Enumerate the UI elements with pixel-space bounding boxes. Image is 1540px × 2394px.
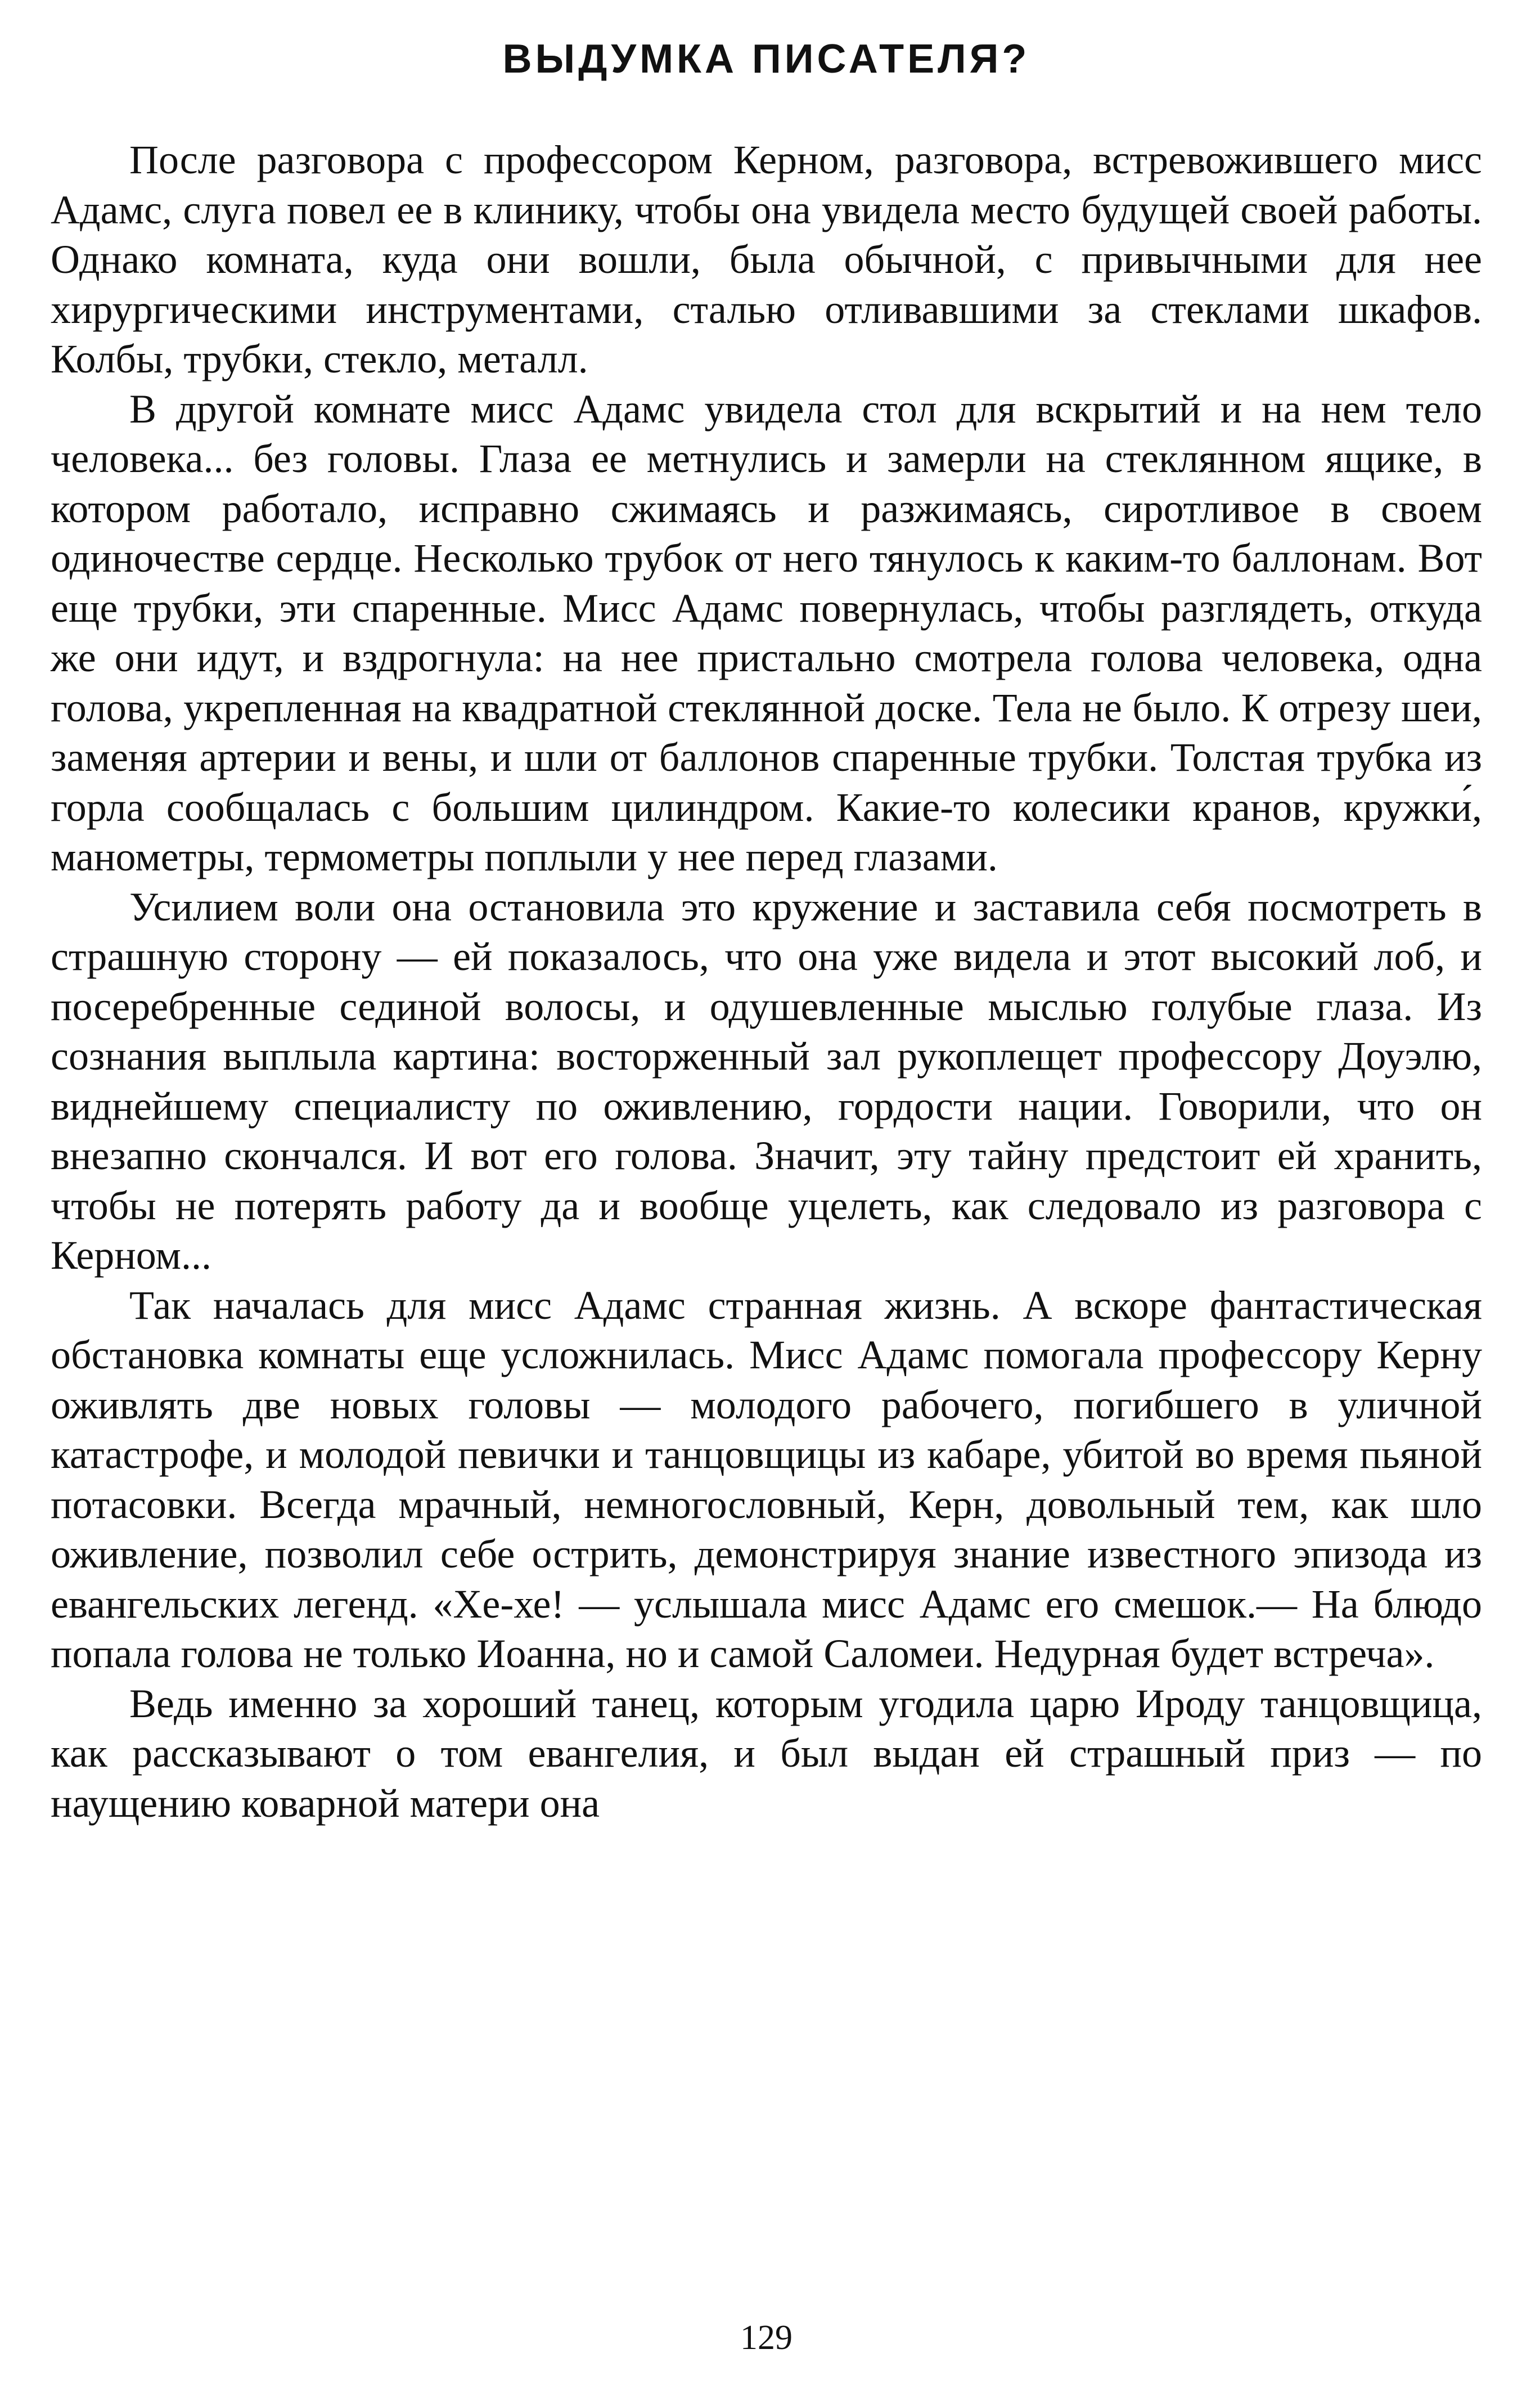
paragraph-3: Усилием воли она остановила это кружение и заставила себя посмотреть в страшную сторону — ей показалось, что она уже видела и этот высокий лоб, и посеребренные сединой волосы, и одушевленные мыслью голубые глаза. Из сознания выплыла картина: восторженный зал рукоплещет профессору Доуэлю, виднейшему специалисту по оживлению, гордости нации. Говорили, что он внезапно скончался. И вот его голова. Значит, эту тайну предстоит ей хранить, чтобы не потерять работу да и вообще уцелеть, как следовало из разговора с Керном... — [51, 884, 1482, 1278]
paragraph-1: После разговора с профессором Керном, разговора, встревожившего мисс Адамс, слуга повел ее в клинику, чтобы она увидела место будущей своей работы. Однако комната, куда они вошли, была обычной, с привычными для нее хирургическими инструментами, сталью отливавшими за стеклами шкафов. Колбы, трубки, стекло, металл. — [51, 137, 1482, 381]
paragraph-2: В другой комнате мисс Адамс увидела стол для вскрытий и на нем тело человека... без головы. Глаза ее метнулись и замерли на стеклянном ящике, в котором работало, исправно сжимаясь и разжимаясь, сиротливое в своем одиночестве сердце. Несколько трубок от него тянулось к каким-то баллонам. Вот еще трубки, эти спаренные. Мисс Адамс повернулась, чтобы разглядеть, откуда же они идут, и вздрогнула: на нее пристально смотрела голова человека, одна голова, укрепленная на квадратной стеклянной доске. Тела не было. К отрезу шеи, заменяя артерии и вены, и шли от баллонов спаренные трубки. Толстая трубка из горла сообщалась с большим цилиндром. Какие-то колесики кранов, кружки́, манометры, термометры поплыли у нее перед глазами. — [51, 386, 1482, 879]
book-page — [51, 34, 1482, 2369]
chapter-title: ВЫДУМКА ПИСАТЕЛЯ? — [502, 37, 1030, 82]
paragraph-5: Ведь именно за хороший танец, которым угодила царю Ироду танцовщица, как рассказывают о том евангелия, и был выдан ей страшный приз — по наущению коварной матери она — [51, 1681, 1482, 1826]
paragraph-4: Так началась для мисс Адамс странная жизнь. А вскоре фантастическая обстановка комнаты еще усложнилась. Мисс Адамс помогала профессору Керну оживлять две новых головы — молодого рабочего, погибшего в уличной катастрофе, и молодой певички и танцовщицы из кабаре, убитой во время пьяной потасовки. Всегда мрачный, немногословный, Керн, довольный тем, как шло оживление, позволил себе острить, демонстрируя знание известного эпизода из евангельских легенд. «Хе-хе! — услышала мисс Адамс его смешок.— На блюдо попала голова не только Иоанна, но и самой Саломеи. Недурная будет встреча». — [51, 1282, 1482, 1676]
body-text — [51, 135, 1482, 1828]
page-number: 129 — [740, 2319, 792, 2357]
